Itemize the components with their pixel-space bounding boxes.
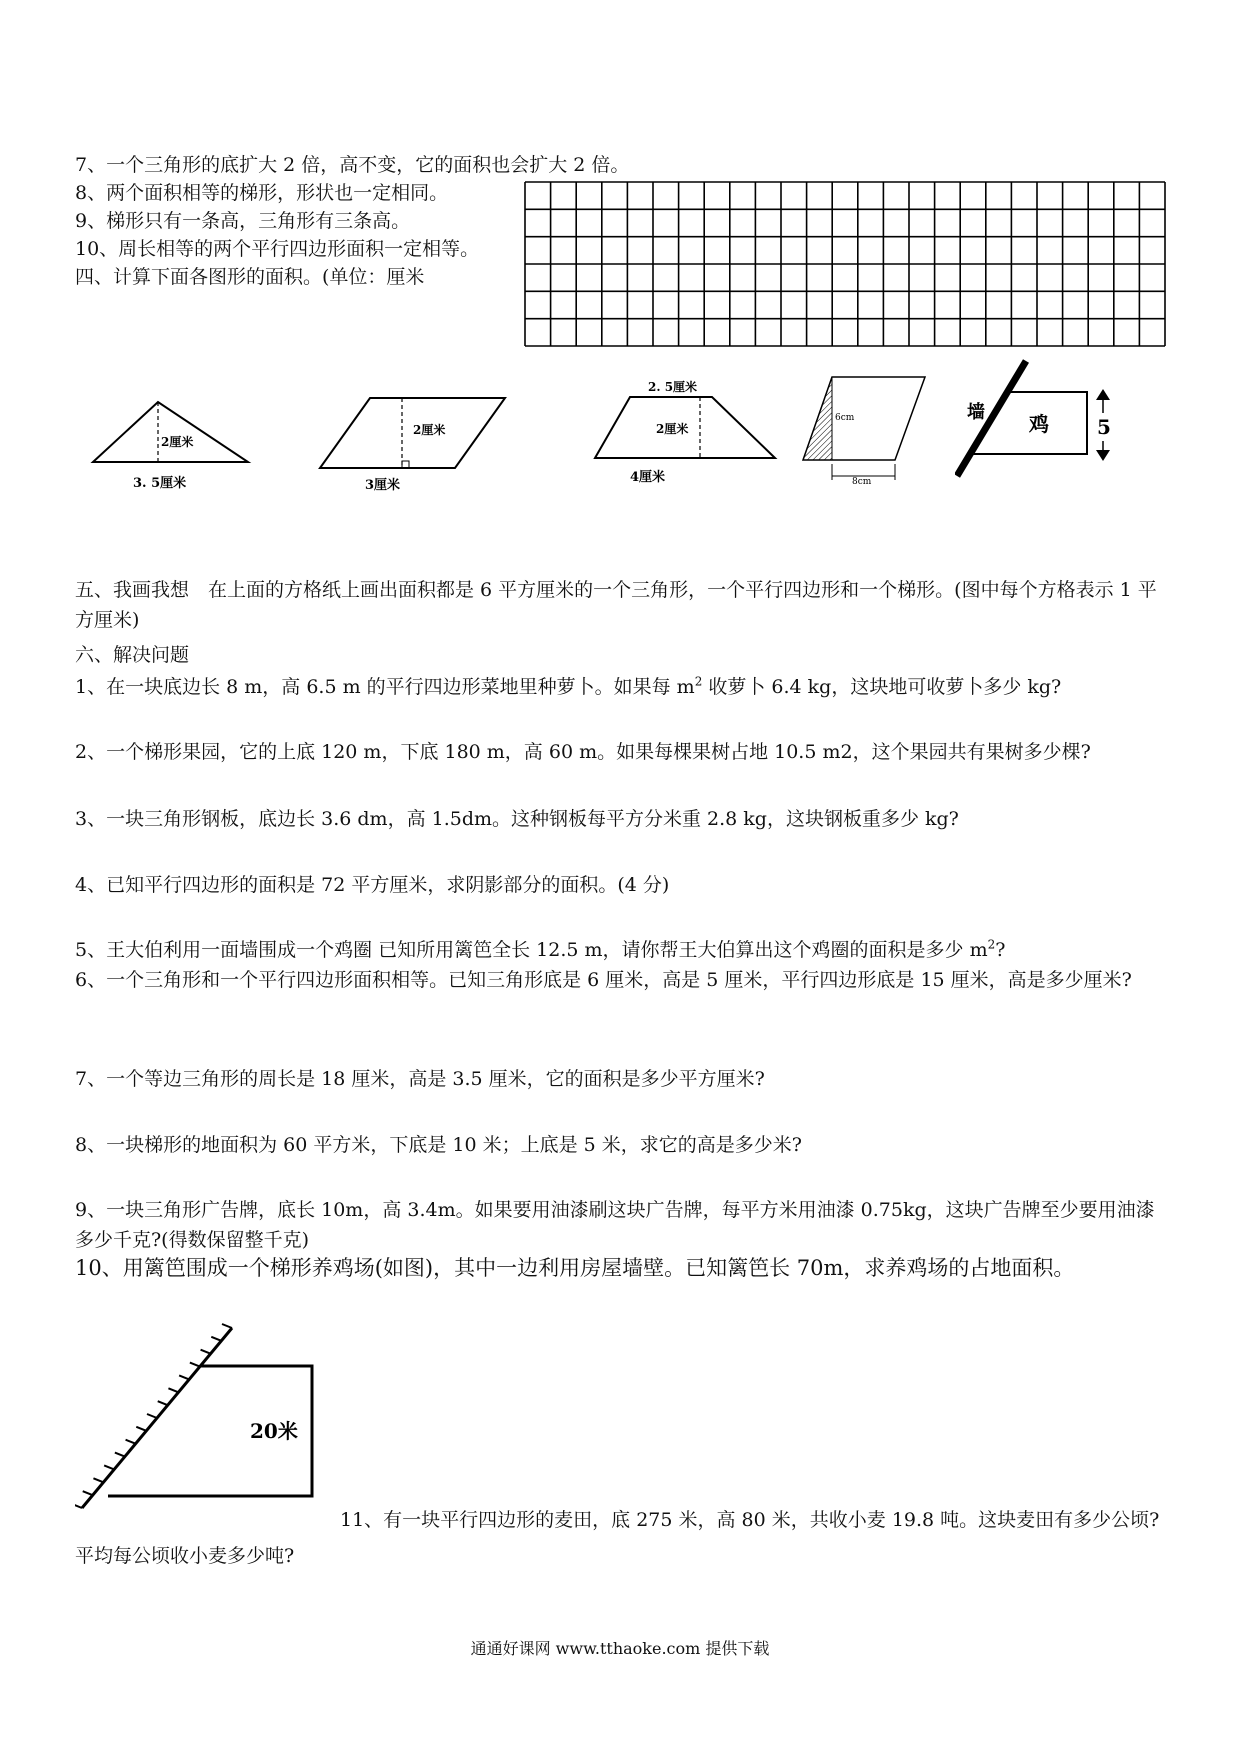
wall-hatch-tick bbox=[115, 1453, 125, 1457]
problem-7: 7、一个等边三角形的周长是 18 厘米，高是 3.5 厘米，它的面积是多少平方厘米? bbox=[75, 1068, 765, 1090]
trapezoid-figure bbox=[590, 375, 790, 490]
wall-hatch-tick bbox=[201, 1350, 211, 1354]
side-length-label: 5 bbox=[1097, 415, 1111, 439]
section4-title: 四、计算下面各图形的面积。(单位：厘米 bbox=[75, 266, 425, 288]
wall-hatch-tick bbox=[158, 1401, 168, 1405]
height-6cm-label: 6cm bbox=[835, 413, 855, 423]
wall-hatch-tick bbox=[126, 1440, 136, 1444]
wall-hatch-tick bbox=[190, 1363, 200, 1367]
problem-10: 10、用篱笆围成一个梯形养鸡场(如图)，其中一边利用房屋墙壁。已知篱笆长 70m，求养鸡场的占地面积。 bbox=[75, 1256, 1075, 1280]
grid-paper bbox=[524, 181, 1166, 347]
triangle-figure bbox=[85, 390, 265, 500]
triangle-base-label: 3. 5厘米 bbox=[133, 476, 187, 491]
wall-hatch-tick bbox=[104, 1465, 114, 1469]
farm-height-label: 20米 bbox=[250, 1419, 298, 1443]
trapezoid-top-label: 2. 5厘米 bbox=[648, 380, 698, 394]
footer-credit: 通通好课网 www.tthaoke.com 提供下载 bbox=[470, 1639, 770, 1658]
parallelogram-base-label: 3厘米 bbox=[365, 478, 401, 493]
section6-title: 六、解决问题 bbox=[75, 644, 190, 666]
section5-text: 五、我画我想 在上面的方格纸上画出面积都是 6 平方厘米的一个三角形，一个平行四边形和一个梯形。(图中每个方格表示 1 平方厘米) bbox=[75, 579, 1157, 631]
problem-1: 1、在一块底边长 8 m，高 6.5 m 的平行四边形菜地里种萝卜。如果每 $m^2$ 收萝卜 6.4 kg，这块地可收萝卜多少 kg? bbox=[75, 674, 1062, 698]
problem-11: 11、有一块平行四边形的麦田，底 275 米，高 80 米，共收小麦 19.8 吨。这块麦田有多少公顷?平均每公顷收小麦多少吨? bbox=[75, 1509, 1160, 1567]
arrow-down bbox=[1096, 450, 1110, 461]
problem-8: 8、一块梯形的地面积为 60 平方米，下底是 10 米；上底是 5 米，求它的高是多少米? bbox=[75, 1134, 802, 1156]
problem-5: 5、王大伯利用一面墙围成一个鸡圈 已知所用篱笆全长 12.5 m，请你帮王大伯算出这个鸡圈的面积是多少 $m^2$? bbox=[75, 937, 1006, 961]
problem-4: 4、已知平行四边形的面积是 72 平方厘米，求阴影部分的面积。(4 分) bbox=[75, 874, 670, 896]
trapezoid-farm-figure bbox=[75, 1320, 335, 1525]
wall-hatch-tick bbox=[147, 1414, 157, 1418]
problem-9: 9、一块三角形广告牌，底长 10m，高 3.4m。如果要用油漆刷这块广告牌，每平方米用油漆 0.75kg，这块广告牌至少要用油漆多少千克?(得数保留整千克) bbox=[75, 1199, 1155, 1251]
problem-2: 2、一个梯形果园，它的上底 120 m，下底 180 m，高 60 m。如果每棵果树占地 10.5 m2，这个果园共有果树多少棵? bbox=[75, 741, 1091, 763]
trapezoid-bottom-label: 4厘米 bbox=[630, 470, 666, 485]
trapezoid-height-label: 2厘米 bbox=[656, 422, 689, 436]
chicken-coop-figure bbox=[955, 355, 1135, 490]
problem-6: 6、一个三角形和一个平行四边形面积相等。已知三角形底是 6 厘米，高是 5 厘米，平行四边形底是 15 厘米，高是多少厘米? bbox=[75, 969, 1132, 991]
wall-hatch-tick bbox=[83, 1491, 93, 1495]
parallelogram-figure bbox=[300, 390, 520, 500]
judgement-q8: 8、两个面积相等的梯形，形状也一定相同。 bbox=[75, 182, 449, 204]
judgement-q7: 7、一个三角形的底扩大 2 倍，高不变，它的面积也会扩大 2 倍。 bbox=[75, 154, 630, 176]
judgement-q10: 10、周长相等的两个平行四边形面积一定相等。 bbox=[75, 238, 480, 260]
problem-3: 3、一块三角形钢板，底边长 3.6 dm，高 1.5dm。这种钢板每平方分米重 2.8 kg，这块钢板重多少 kg? bbox=[75, 808, 959, 830]
arrow-up bbox=[1096, 389, 1110, 400]
wall-hatch-tick bbox=[211, 1337, 221, 1341]
base-8cm-label: 8cm bbox=[852, 477, 872, 487]
wall-hatch-tick bbox=[136, 1427, 146, 1431]
wall-hatch-tick bbox=[222, 1324, 232, 1328]
wall-hatch-tick bbox=[93, 1478, 103, 1482]
parallelogram-height-label: 2厘米 bbox=[413, 423, 446, 437]
judgement-q9: 9、梯形只有一条高，三角形有三条高。 bbox=[75, 210, 411, 232]
triangle-shape bbox=[93, 402, 248, 462]
right-angle-mark bbox=[402, 461, 409, 468]
wall-label: 墙 bbox=[967, 402, 985, 423]
chicken-label: 鸡 bbox=[1029, 412, 1049, 436]
triangle-height-label: 2厘米 bbox=[161, 435, 194, 449]
wall-hatch-tick bbox=[168, 1388, 178, 1392]
shaded-parallelogram-figure bbox=[795, 370, 935, 490]
wall-hatch-tick bbox=[179, 1375, 189, 1379]
